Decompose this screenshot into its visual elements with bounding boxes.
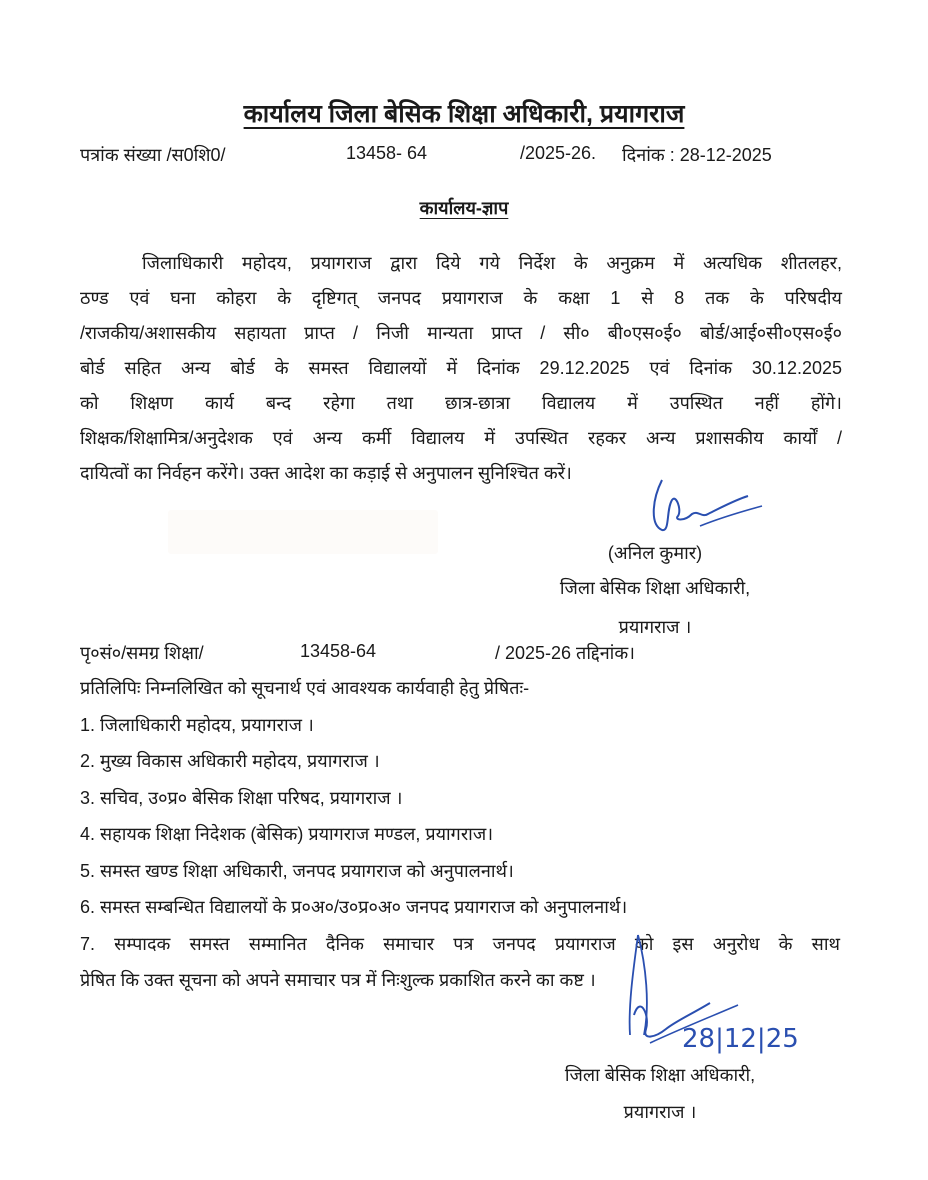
- endorsement-ref-label: पृ०सं०/समग्र शिक्षा/: [80, 643, 204, 663]
- body-line: ठण्ड एवं घना कोहरा के दृष्टिगत् जनपद प्रयागराज के कक्षा 1 से 8 तक के परिषदीय: [80, 288, 842, 308]
- signatory-place: प्रयागराज ।: [623, 1102, 697, 1122]
- endorsement-ref-session: / 2025-26 तद्दिनांक।: [495, 643, 635, 663]
- signatory-1-block: [520, 538, 790, 646]
- handwritten-date: 28|12|25: [682, 1024, 799, 1054]
- signatory-2-block: [520, 1058, 800, 1132]
- body-line: शिक्षक/शिक्षामित्र/अनुदेशक एवं अन्य कर्मी विद्यालय में उपस्थित रहकर अन्य प्रशासकीय कार्यों /: [80, 428, 842, 448]
- memo-body: [80, 246, 842, 491]
- endorsement-ref-number: 13458-64: [300, 641, 377, 661]
- body-line: जिलाधिकारी महोदय, प्रयागराज द्वारा दिये गये निर्देश के अनुक्रम में अत्यधिक शीतलहर,: [142, 253, 842, 273]
- copy-list-item: 4. सहायक शिक्षा निदेशक (बेसिक) प्रयागराज मण्डल, प्रयागराज।: [80, 824, 494, 844]
- memo-subtitle: कार्यालय-ज्ञाप: [419, 198, 509, 218]
- letter-ref-number: 13458- 64: [346, 143, 428, 163]
- copy-list-item: 6. समस्त सम्बन्धित विद्यालयों के प्र०अ०/उ०प्र०अ० जनपद प्रयागराज को अनुपालनार्थ।: [80, 897, 628, 917]
- signatory-place: प्रयागराज ।: [618, 617, 692, 637]
- signatory-designation: जिला बेसिक शिक्षा अधिकारी,: [559, 578, 751, 598]
- copy-list-item: 3. सचिव, उ०प्र० बेसिक शिक्षा परिषद, प्रयागराज ।: [80, 787, 403, 808]
- letter-ref-label: पत्रांक संख्या /स0शि0/: [80, 145, 226, 165]
- signature-1-icon: [640, 470, 780, 540]
- letter-date: दिनांक : 28-12-2025: [622, 145, 772, 165]
- body-line: बोर्ड सहित अन्य बोर्ड के समस्त विद्यालयों में दिनांक 29.12.2025 एवं दिनांक 30.12.2025: [80, 358, 842, 378]
- signatory-designation: जिला बेसिक शिक्षा अधिकारी,: [564, 1065, 756, 1085]
- copy-to-heading: प्रतिलिपिः निम्नलिखित को सूचनार्थ एवं आवश्यक कार्यवाही हेतु प्रेषितः-: [80, 678, 530, 698]
- copy-list-item-continued: प्रेषित कि उक्त सूचना को अपने समाचार पत्र में निःशुल्क प्रकाशित करने का कष्ट ।: [80, 970, 596, 990]
- faint-watermark: [168, 510, 438, 554]
- copy-list-item: 2. मुख्य विकास अधिकारी महोदय, प्रयागराज ।: [80, 751, 380, 771]
- signature-2-icon: [620, 925, 820, 1065]
- copy-list-item: 5. समस्त खण्ड शिक्षा अधिकारी, जनपद प्रयागराज को अनुपालनार्थ।: [80, 860, 514, 881]
- body-line: /राजकीय/अशासकीय सहायता प्राप्त / निजी मान्यता प्राप्त / सी० बी०एस०ई० बोर्ड/आई०सी०एस०ई०: [80, 323, 842, 343]
- body-line: दायित्वों का निर्वहन करेंगे। उक्त आदेश का कड़ाई से अनुपालन सुनिश्चित करें।: [80, 463, 572, 483]
- letter-ref-session: /2025-26.: [520, 143, 597, 163]
- signatory-name: (अनिल कुमार): [607, 543, 703, 563]
- copy-list-item: 7. सम्पादक समस्त सम्मानित दैनिक समाचार पत्र जनपद प्रयागराज को इस अनुरोध के साथ: [80, 933, 840, 954]
- copy-list-item: 1. जिलाधिकारी महोदय, प्रयागराज ।: [80, 714, 314, 735]
- body-line: को शिक्षण कार्य बन्द रहेगा तथा छात्र-छात्रा विद्यालय में उपस्थित नहीं होंगे।: [80, 393, 842, 413]
- office-title: कार्यालय जिला बेसिक शिक्षा अधिकारी, प्रयागराज: [243, 100, 685, 128]
